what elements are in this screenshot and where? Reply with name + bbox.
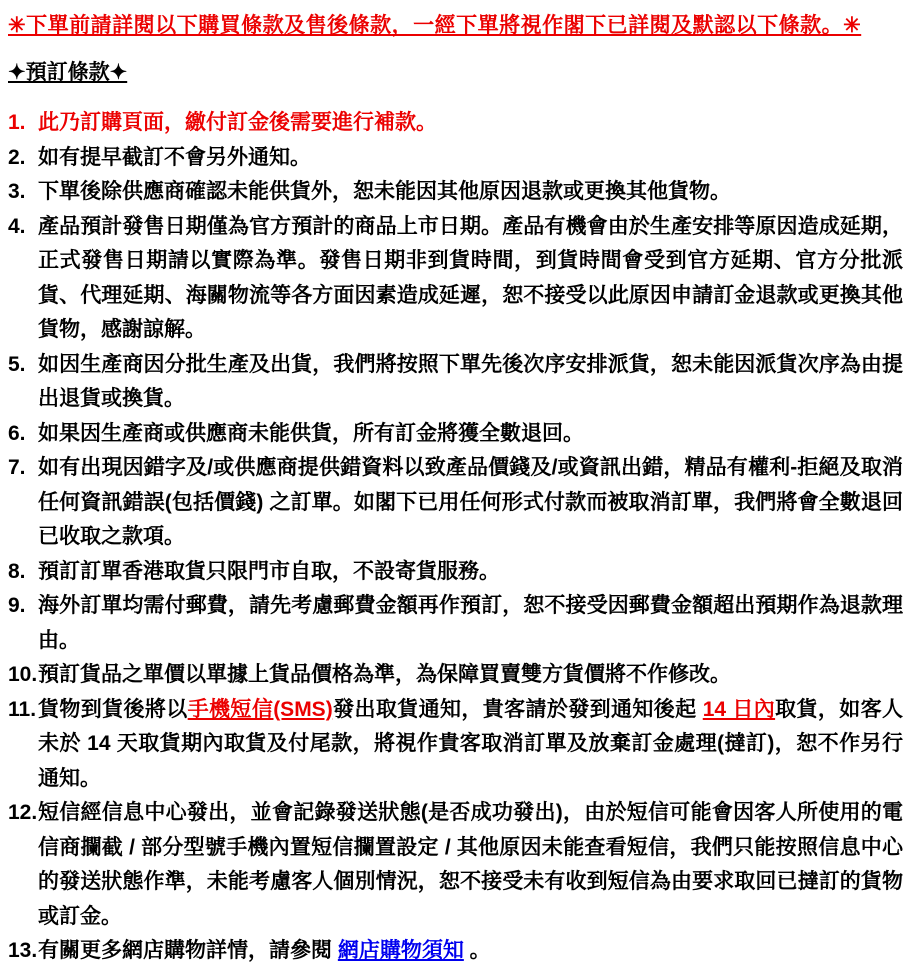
term-number: 1. (8, 111, 26, 134)
term-item-5 (8, 348, 903, 417)
section-title: ✦預訂條款✦ (8, 61, 128, 84)
term-number: 11. (8, 697, 37, 721)
term-text-segment: 貨物到貨後將以 (38, 697, 188, 721)
term-text: 預訂訂單香港取貨只限門市自取，不設寄貨服務。 (38, 559, 500, 583)
term-number: 12. (8, 801, 38, 824)
term-item-6 (8, 417, 903, 452)
term-number: 6. (8, 421, 26, 445)
term-text-segment: 有關更多網店購物詳情，請參閱 (38, 939, 338, 962)
term-item-7 (8, 451, 903, 555)
term-number: 5. (8, 352, 26, 376)
term-text-segment: 發出取貨通知，貴客請於發到通知後起 (332, 697, 703, 721)
term-text: 海外訂單均需付郵費，請先考慮郵費金額再作預訂，恕不接受因郵費金額超出預期作為退款理由。 (38, 594, 903, 652)
terms-list (8, 106, 903, 969)
term-text-segment: 。 (463, 939, 491, 962)
term-item-12 (8, 796, 903, 934)
term-number: 9. (8, 594, 26, 617)
term-text: 下單後除供應商確認未能供貨外，恕未能因其他原因退款或更換其他貨物。 (38, 180, 731, 203)
term-text: 此乃訂購頁面，繳付訂金後需要進行補款。 (38, 111, 437, 134)
term-item-2 (8, 141, 903, 176)
term-number: 7. (8, 456, 26, 479)
term-item-9 (8, 589, 903, 658)
term-text: 預訂貨品之單價以單據上貨品價格為準，為保障買賣雙方貨價將不作修改。 (38, 663, 731, 686)
term-item-8 (8, 555, 903, 590)
term-number: 10. (8, 663, 38, 686)
store-shopping-guide-link[interactable]: 網店購物須知 (337, 939, 464, 962)
term-text: 產品預計發售日期僅為官方預計的商品上市日期。產品有機會由於生產安排等原因造成延期，正式發售日期請以實際為準。發售日期非到貨時間，到貨時間會受到官方延期、官方分批派貨、代理延期、海關物流等各方面因素造成延遲，恕不接受以此原因申請訂金退款或更換其他貨物，感謝諒解。 (38, 214, 903, 341)
pickup-days-emphasis: 14 日內 (702, 697, 776, 721)
term-number: 3. (8, 180, 26, 203)
term-item-10 (8, 658, 903, 693)
term-item-1 (8, 106, 903, 141)
term-text-segment: 取貨，如客人未於 14 天取貨期內取貨及付尾款，將視作貴客取消訂單及放棄訂金處理(撻訂)，恕不作另行通知。 (38, 697, 903, 790)
term-number: 2. (8, 145, 26, 169)
sms-notice-emphasis: 手機短信(SMS) (187, 697, 333, 721)
term-item-3 (8, 175, 903, 210)
term-item-13 (8, 934, 903, 969)
term-item-4 (8, 210, 903, 348)
term-number: 4. (8, 214, 26, 238)
term-item-11 (8, 693, 903, 797)
term-text: 如因生產商因分批生產及出貨，我們將按照下單先後次序安排派貨，恕未能因派貨次序為由提出退貨或換貨。 (38, 352, 903, 410)
term-number: 13. (8, 939, 38, 962)
term-text: 如有提早截訂不會另外通知。 (38, 145, 311, 169)
pre-order-warning-notice: ✳下單前請詳閱以下購買條款及售後條款，一經下單將視作閣下已詳閱及默認以下條款。✳ (8, 14, 862, 37)
term-text: 如有出現因錯字及/或供應商提供錯資料以致產品價錢及/或資訊出錯，精品有權利-拒絕及取消任何資訊錯誤(包括價錢) 之訂單。如閣下已用任何形式付款而被取消訂單，我們將會全數退回已收取之款項。 (38, 456, 903, 548)
term-number: 8. (8, 559, 26, 583)
term-text: 如果因生產商或供應商未能供貨，所有訂金將獲全數退回。 (38, 421, 584, 445)
term-text: 短信經信息中心發出，並會記錄發送狀態(是否成功發出)，由於短信可能會因客人所使用的電信商攔截 / 部分型號手機內置短信攔置設定 / 其他原因未能查看短信，我們只能按照信息中心的發送狀態作準，未能考慮客人個別情況，恕不接受未有收到短信為由要求取回已撻訂的貨物或訂金。 (38, 801, 903, 928)
term-text (38, 934, 903, 969)
term-text (38, 693, 903, 797)
